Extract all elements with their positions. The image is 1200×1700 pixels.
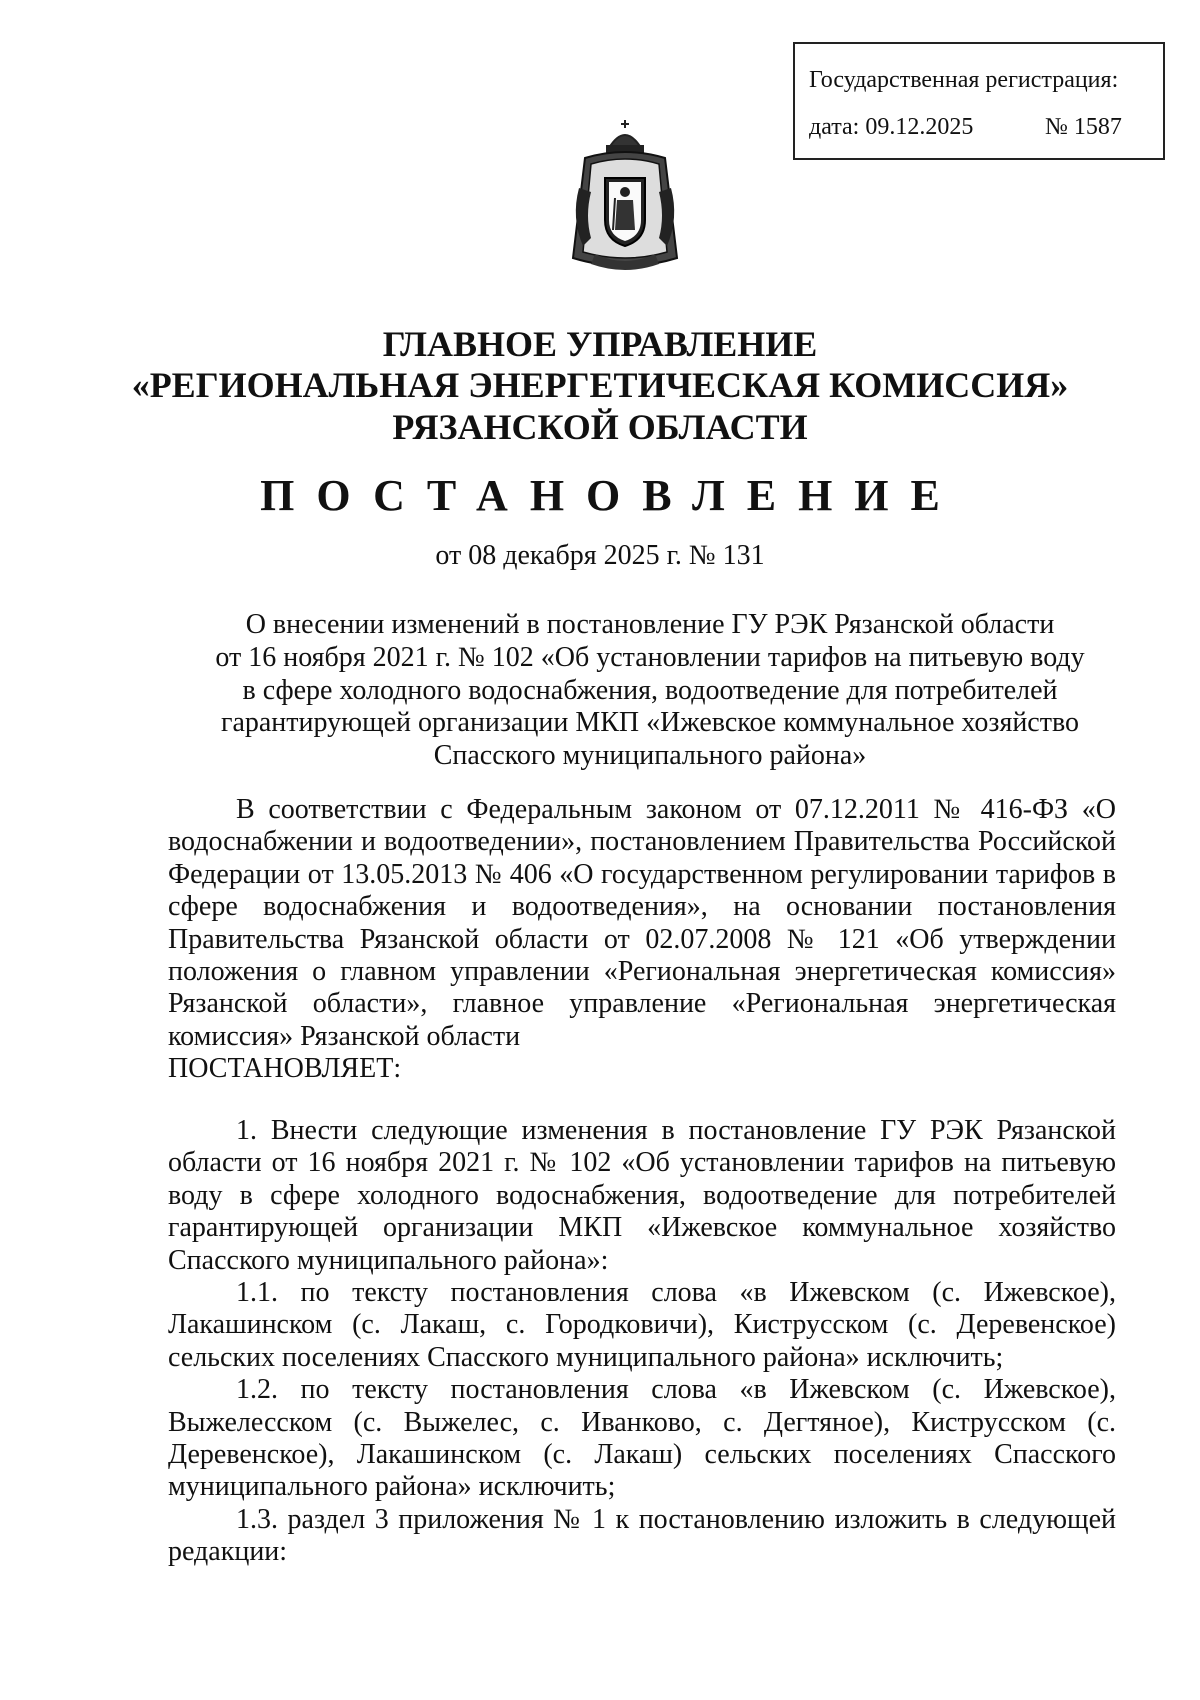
point-1-3: 1.3. раздел 3 приложения № 1 к постановлению изложить в следующей редакции: — [168, 1503, 1116, 1568]
point-1-2: 1.2. по тексту постановления слова «в Ижевском (с. Ижевское), Выжелесском (с. Выжелес, с. Иванково, с. Дегтяное), Киструсском (с. Деревенское), Лакашинском (с. Лакаш) сельских поселениях Спасского муниципального района» исключить; — [168, 1374, 1116, 1503]
subject-line: от 16 ноября 2021 г. № 102 «Об установлении тарифов на питьевую воду — [215, 641, 1085, 673]
subject-line: О внесении изменений в постановление ГУ РЭК Рязанской области — [245, 609, 1055, 640]
registration-date: дата: 09.12.2025 — [809, 114, 974, 140]
preamble-text: В соответствии с Федеральным законом от 07.12.2011 № 416-ФЗ «О водоснабжении и водоотведении», постановлением Правительства Российской Федерации от 13.05.2013 № 406 «О государственном регулировании тарифов в сфере водоснабжения и водоотведения», на основании постановления Правительства Рязанской области от 02.07.2008 № 121 «Об утверждении положения о главном управлении «Региональная энергетическая комиссия» Рязанской области», главное управление «Региональная энергетическая комиссия» Рязанской области — [168, 794, 1116, 1052]
subject-line: Спасского муниципального района» — [433, 740, 867, 772]
subject-line: гарантирующей организации МКП «Ижевское коммунальное хозяйство — [220, 707, 1080, 739]
preamble — [168, 794, 1116, 1086]
document-subject — [150, 609, 1150, 773]
decision-points — [168, 1115, 1116, 1569]
org-title-line-1: ГЛАВНОЕ УПРАВЛЕНИЕ — [382, 324, 818, 364]
subject-line: в сфере холодного водоснабжения, водоотведение для потребителей — [242, 674, 1058, 706]
document-date-number: от 08 декабря 2025 г. № 131 — [435, 540, 765, 571]
org-title-line-2: «РЕГИОНАЛЬНАЯ ЭНЕРГЕТИЧЕСКАЯ КОМИССИЯ» — [131, 365, 1069, 405]
registration-number: № 1587 — [1045, 114, 1122, 140]
registration-stamp — [793, 42, 1165, 160]
point-1-1: 1.1. по тексту постановления слова «в Ижевском (с. Ижевское), Лакашинском (с. Лакаш, с. Городковичи), Киструсском (с. Деревенское) сельских поселениях Спасского муниципального района» исключить; — [168, 1277, 1116, 1373]
decision-word: ПОСТАНОВЛЯЕТ: — [168, 1053, 402, 1085]
ryazan-coat-of-arms-icon — [565, 118, 685, 276]
org-title-line-3: РЯЗАНСКОЙ ОБЛАСТИ — [392, 407, 808, 447]
registration-title: Государственная регистрация: — [809, 67, 1119, 93]
document-type: ПОСТАНОВЛЕНИЕ — [260, 471, 962, 520]
point-1: 1. Внести следующие изменения в постановление ГУ РЭК Рязанской области от 16 ноября 2021 г. № 102 «Об установлении тарифов на питьевую воду в сфере холодного водоснабжения, водоотведение для потребителей гарантирующей организации МКП «Ижевское коммунальное хозяйство Спасского муниципального района»: — [168, 1115, 1116, 1276]
